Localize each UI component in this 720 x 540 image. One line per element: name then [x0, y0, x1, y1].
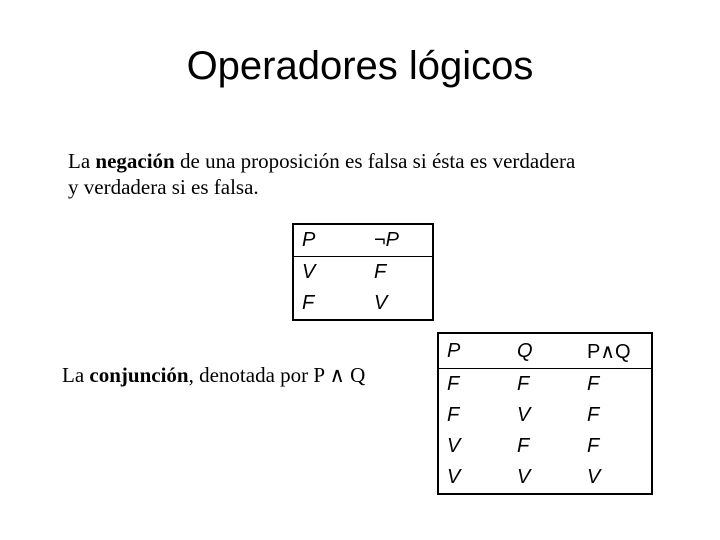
conjunction-keyword: conjunción: [89, 363, 189, 387]
column-header-p-and-q: P∧Q: [581, 333, 652, 369]
column-header-q: Q: [505, 333, 581, 369]
table-cell: F: [587, 404, 600, 426]
table-row: [293, 257, 433, 289]
table-header-row: [293, 224, 433, 257]
table-cell: V: [374, 292, 388, 314]
table-cell: V: [517, 466, 531, 488]
table-cell: V: [447, 466, 461, 488]
conjunction-paragraph: [62, 362, 365, 388]
negation-keyword: negación: [95, 149, 175, 173]
table-cell: F: [587, 435, 600, 457]
negation-text-line2: y verdadera si es falsa.: [68, 175, 259, 199]
conjunction-text-before: La: [62, 363, 90, 387]
negation-truth-table: [292, 223, 434, 321]
table-cell: F: [517, 373, 530, 395]
table-row: [438, 400, 652, 431]
table-row: [438, 369, 652, 401]
table-cell: F: [374, 261, 387, 283]
column-header-p: P: [438, 333, 505, 369]
conjunction-truth-table: [437, 332, 653, 495]
conjunction-text-after: , denotada por P ∧ Q: [188, 363, 366, 387]
table-header-row: [438, 333, 652, 369]
table-cell: V: [302, 261, 316, 283]
table-cell: F: [447, 373, 460, 395]
table-cell: F: [517, 435, 530, 457]
negation-paragraph: [68, 148, 668, 200]
table-row: [438, 431, 652, 462]
table-cell: V: [587, 466, 601, 488]
table-cell: V: [447, 435, 461, 457]
table-cell: F: [587, 373, 600, 395]
table-row: [293, 288, 433, 320]
table-cell: V: [517, 404, 531, 426]
negation-text-before: La: [68, 149, 96, 173]
slide-title: Operadores lógicos: [186, 44, 534, 88]
table-row: [438, 462, 652, 494]
table-cell: F: [447, 404, 460, 426]
column-header-p: P: [293, 224, 368, 257]
negation-text-after: de una proposición es falsa si ésta es verdadera: [174, 149, 576, 173]
column-header-not-p: ¬P: [368, 224, 433, 257]
table-cell: F: [302, 292, 315, 314]
